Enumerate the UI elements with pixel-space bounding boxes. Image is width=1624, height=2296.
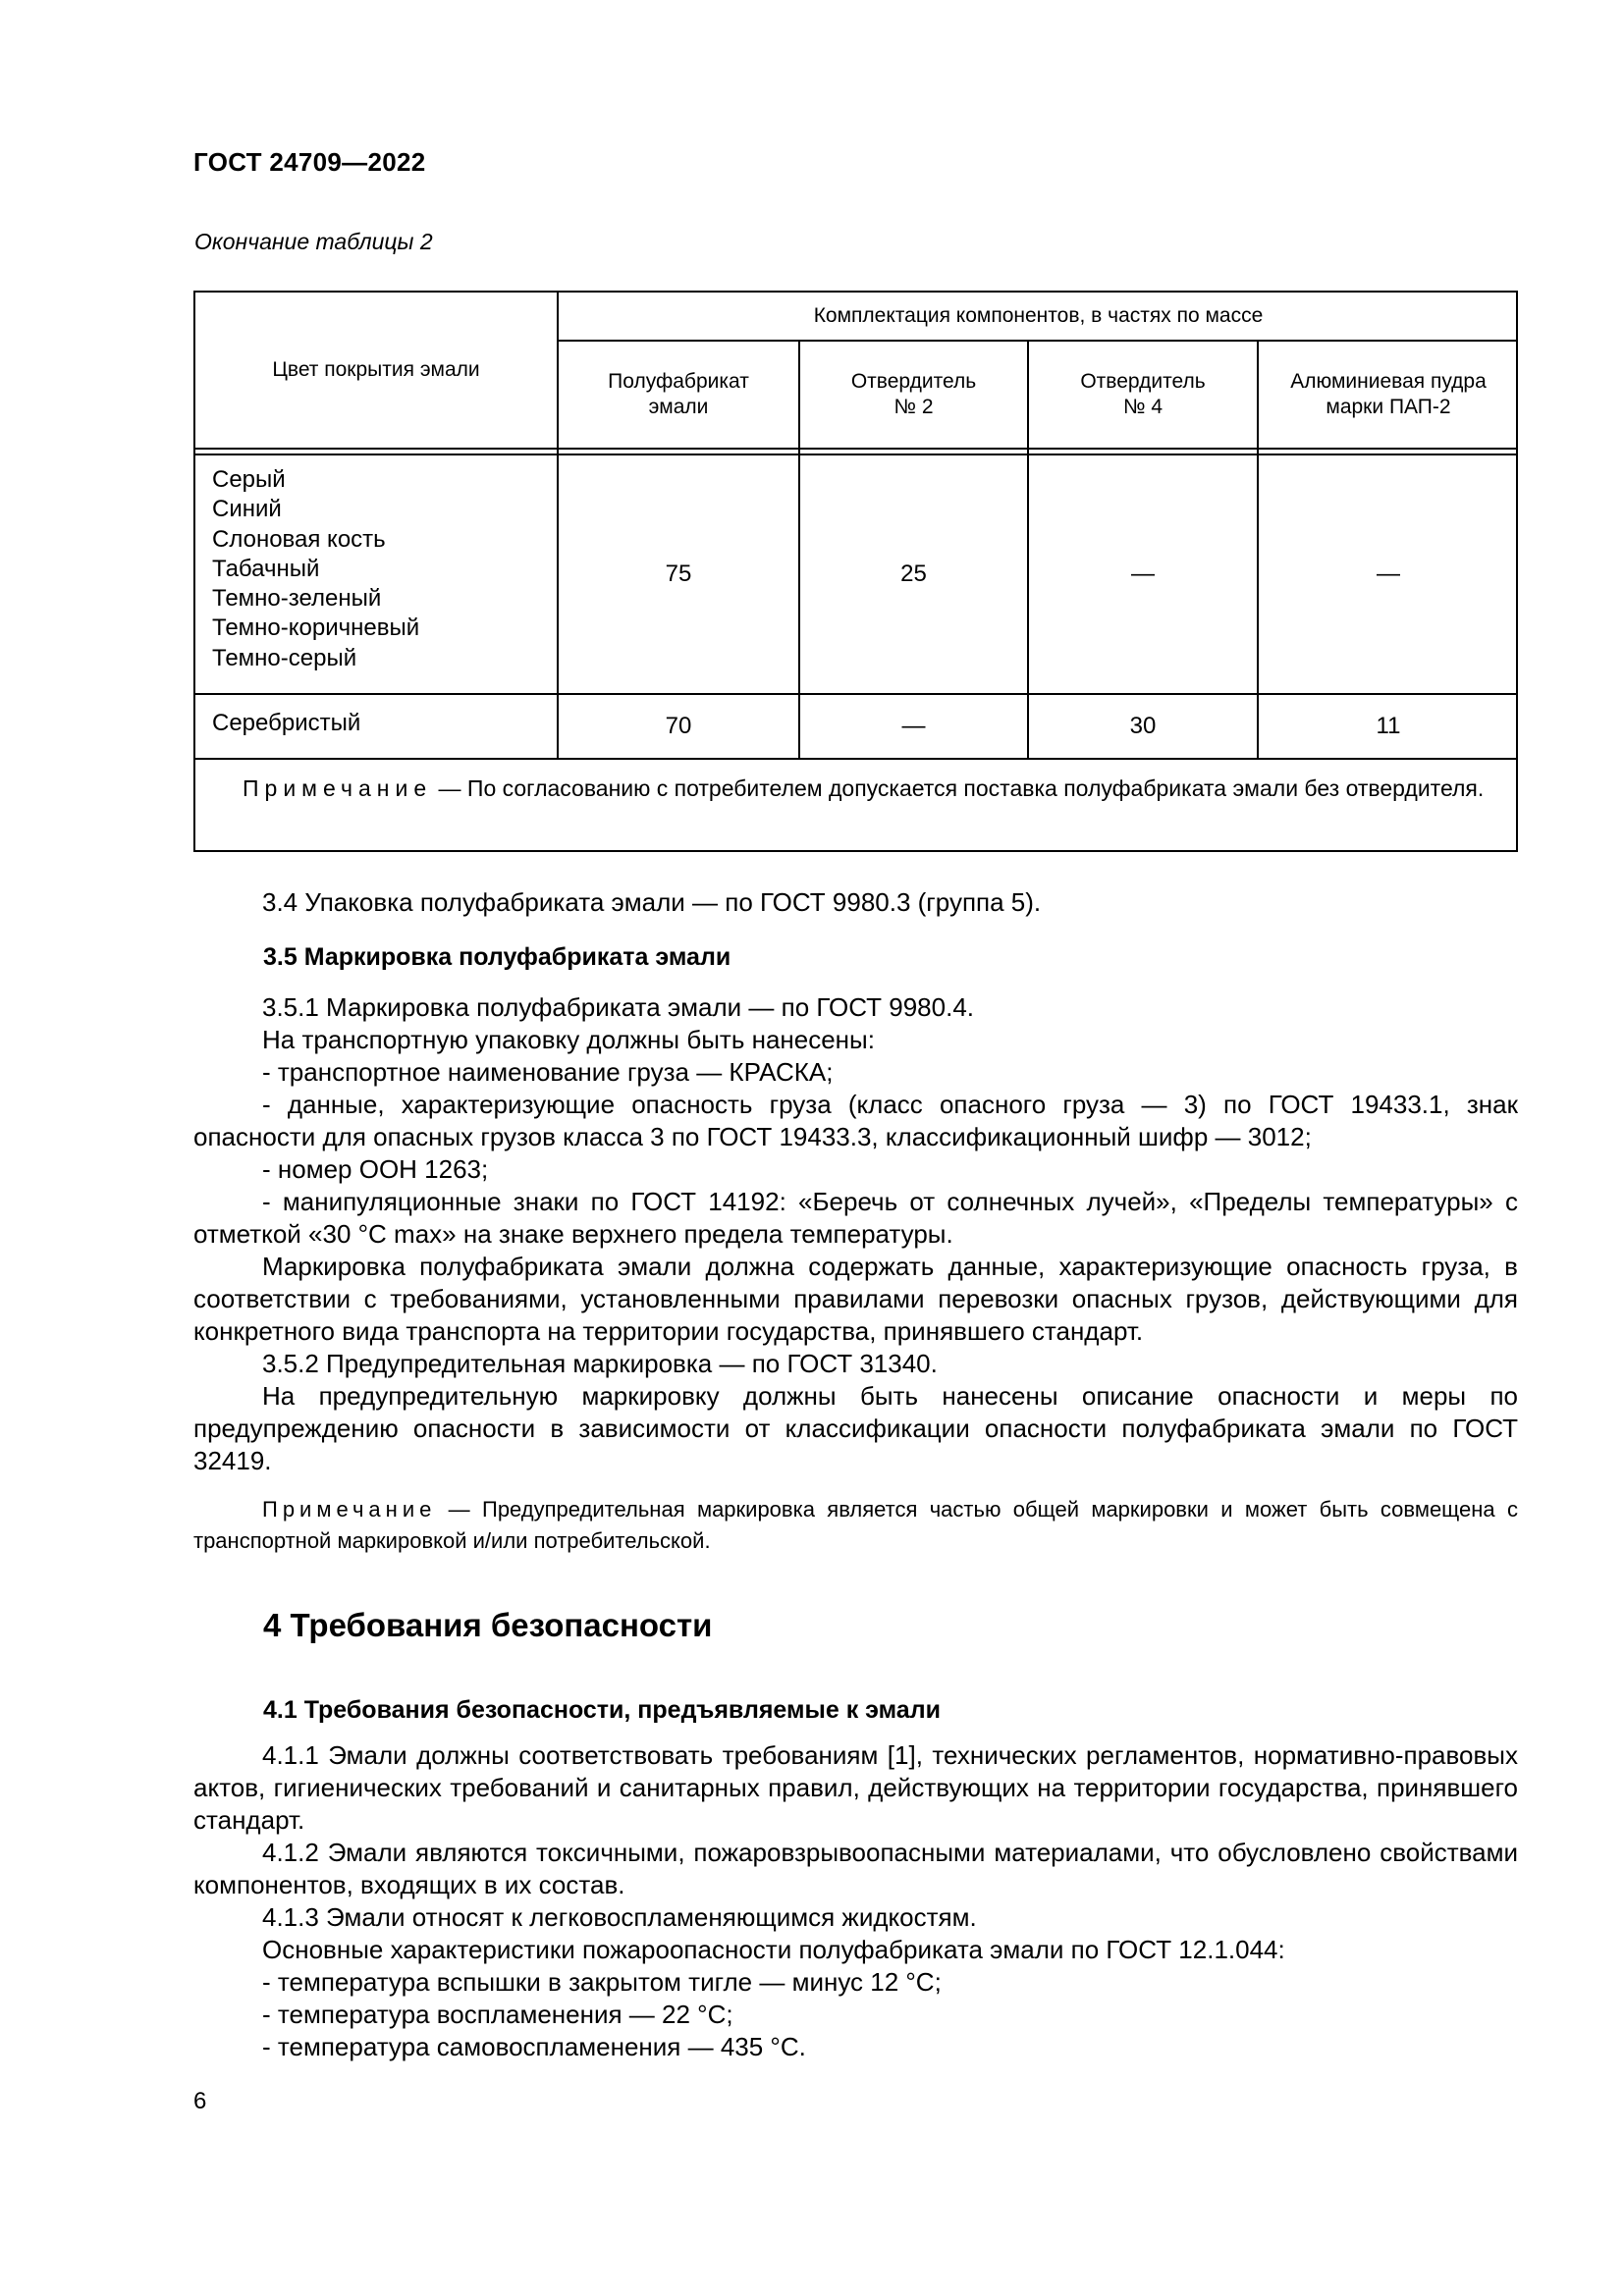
cell-value: 70 <box>665 713 692 739</box>
header-text: марки ПАП-2 <box>1326 396 1451 418</box>
list-item: - транспортное наименование груза — КРАСКА; <box>262 1057 834 1087</box>
list-item: - данные, характеризующие опасность груза (класс опасного груза — 3) по ГОСТ 19433.1, знак опасности для опасных грузов класса 3 по ГОСТ 19433.3, классификационный шифр — 3012; <box>193 1090 1518 1151</box>
paragraph-marking: Маркировка полуфабриката эмали должна содержать данные, характеризующие опасность груза, в соответствии с требованиями, установленными правилами перевозки опасных грузов, действующими для конкретного вида транспорта на территории государства, принявшего стандарт. <box>193 1252 1518 1346</box>
header-text: № 2 <box>893 396 934 418</box>
row1-color-list <box>212 465 419 673</box>
row2-value-hardener-4 <box>1029 695 1257 758</box>
note-label: Примечание <box>262 1497 437 1522</box>
paragraph-4-1-1: 4.1.1 Эмали должны соответствовать требованиям [1], технических регламентов, нормативно-правовых актов, гигиенических требований и санитарных правил, действующих на территории государства, принявшего стандарт. <box>193 1740 1518 1835</box>
row2-value-hardener-2 <box>800 695 1027 758</box>
table-caption: Окончание таблицы 2 <box>194 229 433 254</box>
row1-value-semifinished <box>559 455 798 693</box>
paragraph-3-4: 3.4 Упаковка полуфабриката эмали — по ГОСТ 9980.3 (группа 5). <box>262 887 1042 917</box>
paragraph-3-5-2: 3.5.2 Предупредительная маркировка — по ГОСТ 31340. <box>262 1349 938 1378</box>
paragraph-4-1-2: 4.1.2 Эмали являются токсичными, пожаровзрывоопасными материалами, что обусловлено свойствами компонентов, входящих в их состав. <box>193 1838 1518 1899</box>
header-text: Комплектация компонентов, в частях по массе <box>813 304 1264 327</box>
cell-value: — <box>1131 561 1155 587</box>
paragraph-transport: На транспортную упаковку должны быть нанесены: <box>262 1025 875 1054</box>
row1-value-hardener-2 <box>800 455 1027 693</box>
cell-value: 11 <box>1376 713 1401 739</box>
row1-value-hardener-4 <box>1029 455 1257 693</box>
cell-value: 25 <box>900 561 927 587</box>
row1-value-aluminium <box>1259 455 1518 693</box>
list-item: - температура вспышки в закрытом тигле — минус 12 °С; <box>262 1967 942 1997</box>
components-table <box>193 291 1518 852</box>
header-text: № 4 <box>1122 396 1164 418</box>
list-item: - номер ООН 1263; <box>262 1154 489 1184</box>
header-text: Алюминиевая пудра <box>1290 370 1487 393</box>
list-item: - температура воспламенения — 22 °С; <box>262 2000 733 2029</box>
paragraph-warning: На предупредительную маркировку должны быть нанесены описание опасности и меры по предупреждению опасности в зависимости от классификации опасности полуфабриката эмали по ГОСТ 32419. <box>193 1381 1518 1475</box>
note-label: Примечание <box>243 775 433 801</box>
row2-value-aluminium <box>1259 695 1518 758</box>
list-item: - температура самовоспламенения — 435 °С. <box>262 2032 806 2061</box>
note-text: — По согласованию с потребителем допускается поставка полуфабриката эмали без отвердителя. <box>432 775 1485 801</box>
header-cell-aluminium-powder <box>1259 342 1518 448</box>
color-name: Серый <box>212 466 286 493</box>
color-name: Табачный <box>212 555 320 582</box>
cell-value: 30 <box>1129 713 1157 739</box>
heading-4-1: 4.1 Требования безопасности, предъявляемые к эмали <box>263 1696 941 1724</box>
paragraph-fire: Основные характеристики пожароопасности полуфабриката эмали по ГОСТ 12.1.044: <box>262 1935 1285 1964</box>
table-line <box>195 758 1516 760</box>
header-text: Отвердитель <box>1080 370 1206 393</box>
header-cell-hardener-2 <box>800 342 1027 448</box>
color-name: Темно-серый <box>212 644 357 671</box>
paragraph-3-5-1: 3.5.1 Маркировка полуфабриката эмали — по ГОСТ 9980.4. <box>262 992 975 1022</box>
note-text: — Предупредительная маркировка является частью общей маркировки и может быть совмещена с транспортной маркировкой и/или потребительской. <box>193 1497 1518 1553</box>
color-name: Темно-зеленый <box>212 585 382 613</box>
cell-value: 75 <box>665 561 692 587</box>
cell-value: — <box>1377 561 1400 587</box>
color-name: Слоновая кость <box>212 525 386 553</box>
header-text: эмали <box>648 396 709 418</box>
heading-section-4: 4 Требования безопасности <box>263 1607 713 1643</box>
header-text: Цвет покрытия эмали <box>272 358 480 381</box>
cell-value: — <box>901 713 926 739</box>
header-cell-color <box>195 293 557 448</box>
header-cell-semifinished <box>559 342 798 448</box>
heading-3-5: 3.5 Маркировка полуфабриката эмали <box>263 943 731 971</box>
document-code: ГОСТ 24709—2022 <box>193 147 426 177</box>
table-line <box>195 448 1516 450</box>
header-text: Отвердитель <box>850 370 977 393</box>
list-item: - манипуляционные знаки по ГОСТ 14192: «Беречь от солнечных лучей», «Пределы температуры» с отметкой «30 °С max» на знаке верхнего предела температуры. <box>193 1187 1518 1249</box>
header-text: Полуфабрикат <box>608 370 749 393</box>
color-name: Темно-коричневый <box>212 614 420 642</box>
row2-color: Серебристый <box>212 710 361 736</box>
color-name: Синий <box>212 496 282 523</box>
paragraph-4-1-3: 4.1.3 Эмали относят к легковоспламеняющимся жидкостям. <box>262 1902 977 1932</box>
page-number: 6 <box>193 2088 207 2114</box>
row2-value-semifinished <box>559 695 798 758</box>
note-warning-marking <box>193 1494 1518 1557</box>
header-cell-hardener-4 <box>1029 342 1257 448</box>
table-note <box>209 774 1503 804</box>
header-cell-group <box>559 293 1518 340</box>
